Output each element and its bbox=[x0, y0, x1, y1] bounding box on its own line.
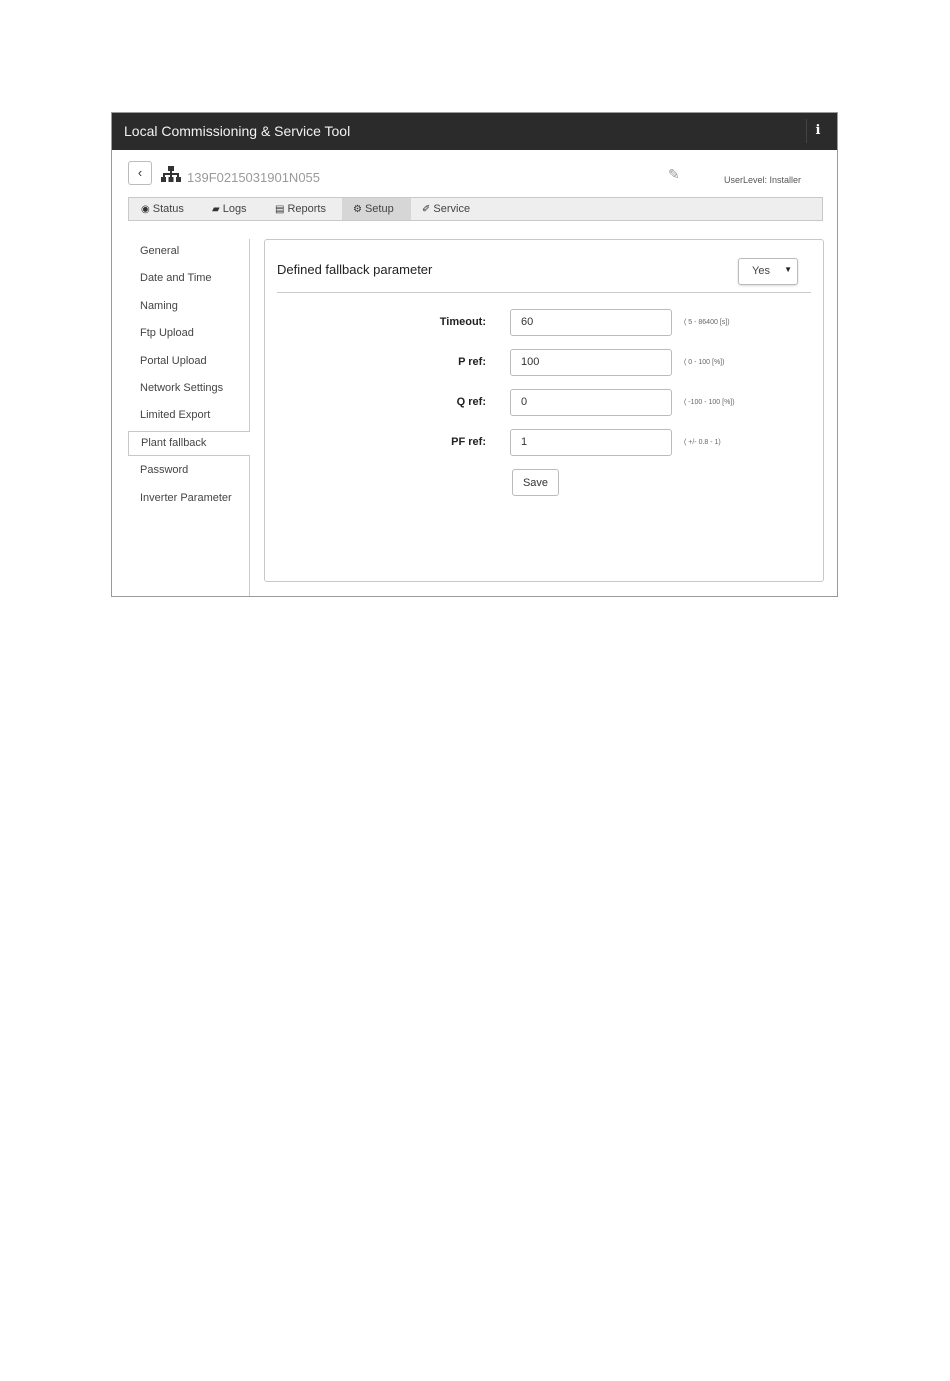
p-ref-range: ( 0 - 100 [%]) bbox=[684, 359, 725, 366]
setup-sidebar bbox=[128, 239, 250, 597]
pf-ref-range: ( +/- 0.8 - 1) bbox=[684, 439, 721, 446]
sidebar-item-general[interactable]: General bbox=[140, 245, 180, 257]
gears-icon: ⚙ bbox=[353, 204, 362, 215]
timeout-input[interactable]: 60 bbox=[510, 309, 672, 336]
timeout-label: Timeout: bbox=[439, 316, 486, 328]
back-button[interactable]: ‹ bbox=[128, 161, 152, 185]
tab-status[interactable]: ◉ Status bbox=[141, 203, 184, 215]
sidebar-item-limited-export[interactable]: Limited Export bbox=[140, 409, 211, 421]
wrench-icon: ✐ bbox=[422, 204, 431, 215]
user-level: UserLevel: Installer bbox=[723, 175, 801, 185]
tab-logs[interactable]: ▰ Logs bbox=[212, 203, 247, 215]
app-window bbox=[111, 112, 838, 597]
logs-icon: ▰ bbox=[212, 204, 220, 215]
network-tree-icon bbox=[161, 166, 181, 182]
device-id: 139F0215031901N055 bbox=[187, 170, 321, 185]
fallback-enabled-select[interactable] bbox=[738, 258, 798, 285]
sidebar-item-ftp-upload[interactable]: Ftp Upload bbox=[140, 327, 194, 339]
info-button[interactable]: i bbox=[806, 119, 829, 143]
divider bbox=[277, 292, 811, 293]
p-ref-input[interactable]: 100 bbox=[510, 349, 672, 376]
sidebar-item-password[interactable]: Password bbox=[140, 464, 189, 476]
device-bar bbox=[112, 150, 837, 190]
document-icon: ▤ bbox=[275, 204, 285, 215]
eye-icon: ◉ bbox=[141, 204, 150, 215]
pf-ref-input[interactable]: 1 bbox=[510, 429, 672, 456]
tab-setup[interactable]: ⚙ Setup bbox=[342, 198, 411, 220]
save-button[interactable]: Save bbox=[512, 469, 559, 496]
p-ref-label: P ref: bbox=[458, 356, 486, 368]
q-ref-label: Q ref: bbox=[456, 396, 486, 408]
tab-service[interactable]: ✐ Service bbox=[422, 203, 471, 215]
sidebar-item-portal-upload[interactable]: Portal Upload bbox=[140, 355, 207, 367]
pf-ref-label: PF ref: bbox=[451, 436, 486, 448]
sidebar-item-inverter-parameter[interactable]: Inverter Parameter bbox=[140, 492, 232, 504]
select-value: Yes bbox=[752, 265, 770, 277]
q-ref-input[interactable]: 0 bbox=[510, 389, 672, 416]
app-title: Local Commissioning & Service Tool bbox=[124, 123, 351, 139]
tab-reports[interactable]: ▤ Reports bbox=[275, 203, 326, 215]
sidebar-item-plant-fallback[interactable] bbox=[128, 431, 250, 456]
timeout-range: ( 5 - 86400 [s]) bbox=[684, 319, 730, 326]
panel-title: Defined fallback parameter bbox=[277, 262, 433, 277]
q-ref-range: ( -100 - 100 [%]) bbox=[684, 399, 735, 406]
sidebar-item-naming[interactable]: Naming bbox=[140, 300, 178, 312]
sidebar-item-network-settings[interactable]: Network Settings bbox=[140, 382, 224, 394]
main-tabs bbox=[128, 197, 823, 221]
sidebar-item-date-and-time[interactable]: Date and Time bbox=[140, 272, 212, 284]
caret-down-icon: ▼ bbox=[784, 265, 792, 274]
sidebar-item-label: Plant fallback bbox=[141, 437, 207, 449]
title-bar bbox=[112, 113, 837, 150]
fallback-panel bbox=[264, 239, 824, 582]
tools-icon: ✎ bbox=[668, 166, 680, 182]
